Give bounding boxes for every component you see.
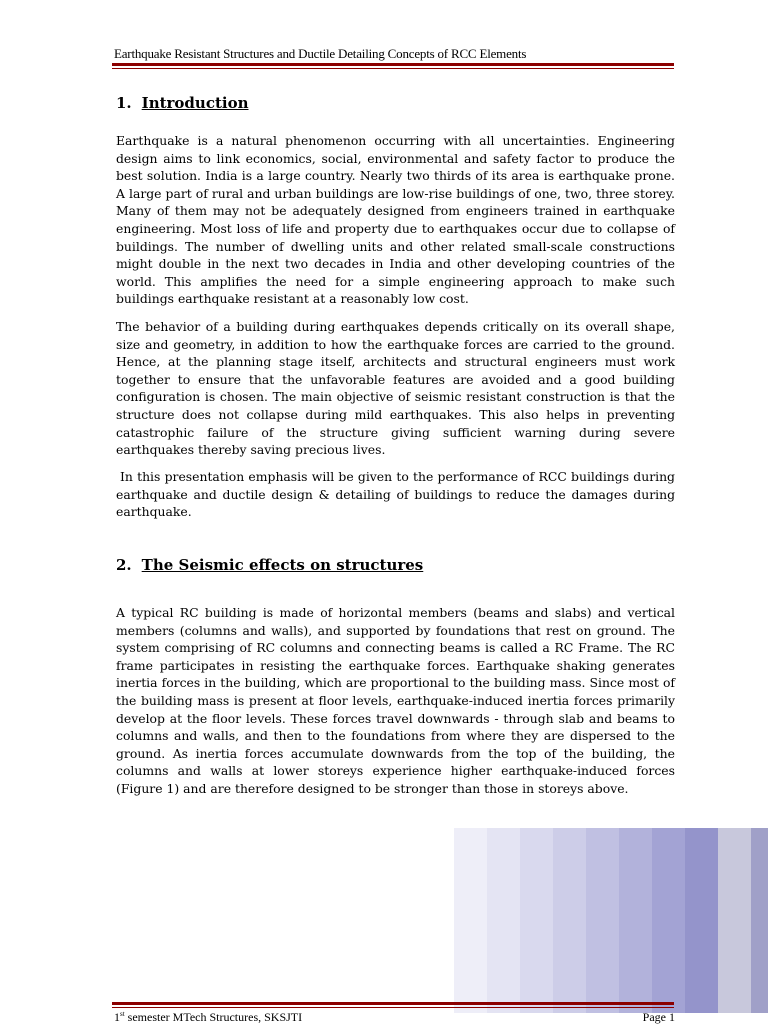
footer-ordinal-suffix: st — [120, 1010, 125, 1018]
decor-stripe — [685, 828, 718, 1013]
header-rule-thick — [112, 63, 674, 66]
decor-stripe — [487, 828, 520, 1013]
decor-stripe — [520, 828, 553, 1013]
paragraph: Earthquake is a natural phenomenon occurring with all uncertainties. Engineering design aims to link economics, social, environmental and safety factor to produce the best solution. India is a large country. Nearly two thirds of its area is earthquake prone. A large part of rural and urban buildings are low-rise buildings of one, two, three storey. Many of them may not be adequately designed from engineers trained in earthquake engineering. Most loss of life and property due to earthquakes occur due to collapse of buildings. The number of dwelling units and other related small-scale constructions might double in the next two decades in India and other developing countries of the world. This amplifies the need for a simple engineering approach to make such buildings earthquake resistant at a reasonably low cost. — [116, 133, 675, 307]
section-number: 2. — [116, 556, 132, 574]
decor-stripe — [586, 828, 619, 1013]
section-heading-introduction — [116, 94, 249, 112]
decor-stripe — [652, 828, 685, 1013]
footer-text: semester MTech Structures, SKSJTI — [124, 1010, 303, 1024]
footer-ordinal: 1 — [114, 1010, 120, 1024]
decor-stripe — [718, 828, 751, 1013]
page-number: Page 1 — [642, 1010, 675, 1024]
decorative-stripes — [454, 828, 768, 1013]
decor-stripe — [553, 828, 586, 1013]
section-title: The Seismic effects on structures — [141, 556, 424, 574]
decor-stripe — [454, 828, 487, 1013]
section-heading-seismic-effects — [116, 556, 423, 574]
paragraph: In this presentation emphasis will be given to the performance of RCC buildings during earthquake and ductile design & detailing of buildings to reduce the damages during earthquake. — [116, 469, 675, 520]
decor-stripe — [751, 828, 768, 1013]
footer-rule-thin — [112, 1007, 674, 1008]
footer-rule-thick — [112, 1002, 674, 1005]
running-header: Earthquake Resistant Structures and Ductile Detailing Concepts of RCC Elements — [114, 46, 527, 61]
footer-course-info — [114, 1010, 302, 1025]
paragraph: A typical RC building is made of horizontal members (beams and slabs) and vertical members (columns and walls), and supported by foundations that rest on ground. The system comprising of RC columns and connecting beams is called a RC Frame. The RC frame participates in resisting the earthquake forces. Earthquake shaking generates inertia forces in the building, which are proportional to the building mass. Since most of the building mass is present at floor levels, earthquake-induced inertia forces primarily develop at the floor levels. These forces travel downwards - through slab and beams to columns and walls, and then to the foundations from where they are dispersed to the ground. As inertia forces accumulate downwards from the top of the building, the columns and walls at lower storeys experience higher earthquake-induced forces (Figure 1) and are therefore designed to be stronger than those in storeys above. — [116, 605, 675, 796]
section-title: Introduction — [141, 94, 249, 112]
paragraph: The behavior of a building during earthquakes depends critically on its overall shape, size and geometry, in addition to how the earthquake forces are carried to the ground. Hence, at the planning stage itself, architects and structural engineers must work together to ensure that the unfavorable features are avoided and a good building configuration is chosen. The main objective of seismic resistant construction is that the structure does not collapse during mild earthquakes. This also helps in preventing catastrophic failure of the structure giving sufficient warning during severe earthquakes thereby saving precious lives. — [116, 319, 675, 458]
header-rule-thin — [112, 68, 674, 69]
decor-stripe — [619, 828, 652, 1013]
section-number: 1. — [116, 94, 132, 112]
